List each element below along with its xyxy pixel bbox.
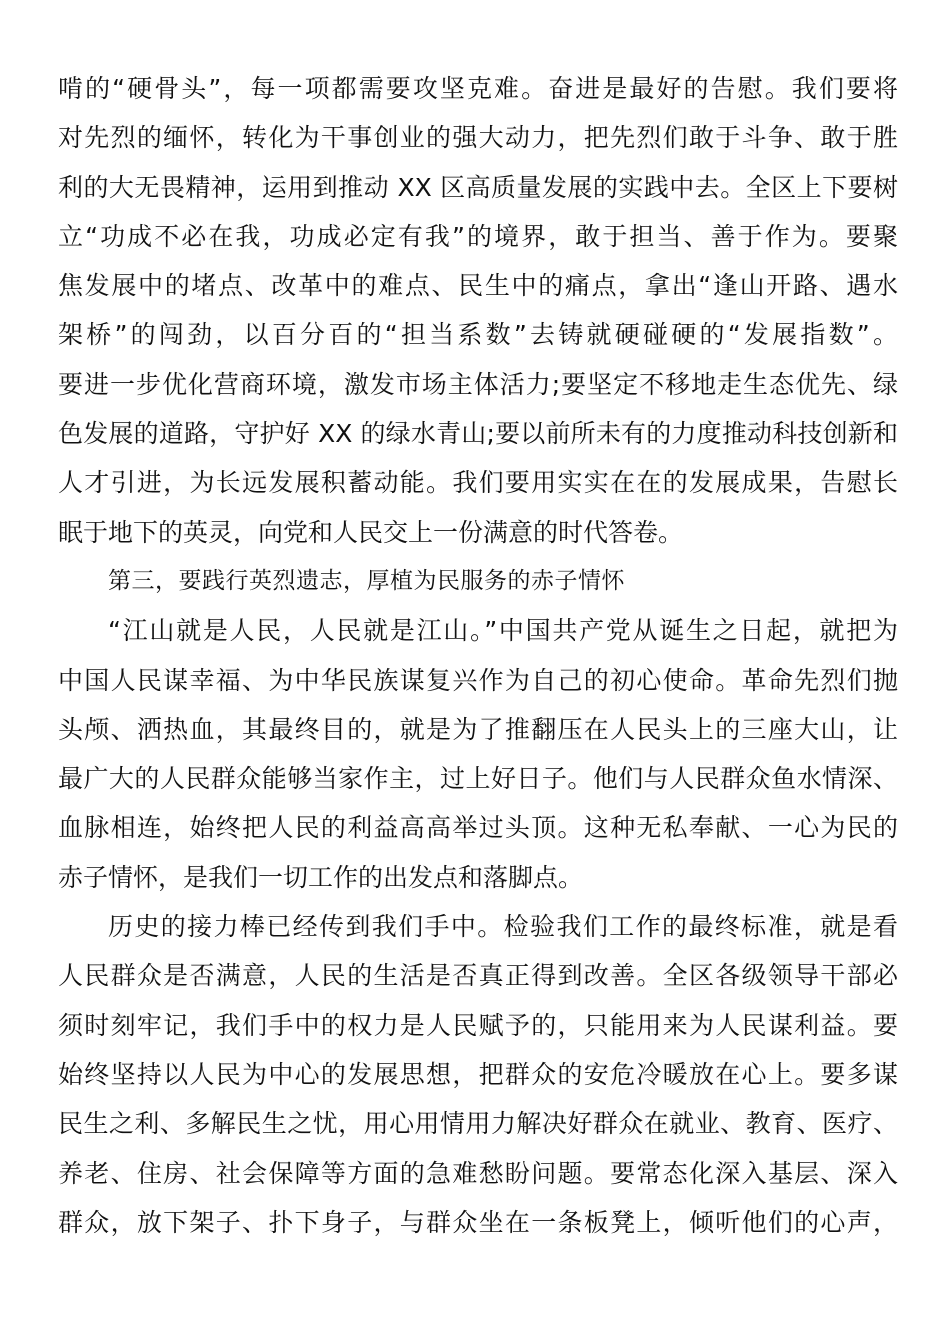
- text-line: 历史的接力棒已经传到我们手中。检验我们工作的最终标准，就是看: [108, 912, 898, 942]
- paragraph-relay-baton: [58, 902, 898, 1247]
- paragraph-continuation: [58, 64, 898, 557]
- text-line: 眠于地下的英灵，向党和人民交上一份满意的时代答卷。: [58, 517, 684, 547]
- text-line: 中国人民谋幸福、为中华民族谋复兴作为自己的初心使命。革命先烈们抛: [58, 665, 898, 695]
- text-line: 人才引进，为长远发展积蓄动能。我们要用实实在在的发展成果，告慰长: [58, 468, 898, 498]
- paragraph-people-are-country: [58, 606, 898, 902]
- text-line: 养老、住房、社会保障等方面的急难愁盼问题。要常态化深入基层、深入: [58, 1158, 898, 1188]
- section-heading: [58, 557, 898, 606]
- text-line: “江山就是人民，人民就是江山。”中国共产党从诞生之日起，就把为: [108, 616, 898, 646]
- text-line: 要进一步优化营商环境，激发市场主体活力;要坚定不移地走生态优先、绿: [58, 369, 898, 399]
- text-line: 对先烈的缅怀，转化为干事创业的强大动力，把先烈们敢于斗争、敢于胜: [58, 123, 898, 153]
- text-line: 群众，放下架子、扑下身子，与群众坐在一条板凳上，倾听他们的心声，: [58, 1207, 898, 1237]
- heading-text: 第三，要践行英烈遗志，厚植为民服务的赤子情怀: [108, 567, 625, 594]
- text-line: 民生之利、多解民生之忧，用心用情用力解决好群众在就业、教育、医疗、: [58, 1109, 898, 1139]
- text-line: 始终坚持以人民为中心的发展思想，把群众的安危冷暖放在心上。要多谋: [58, 1059, 898, 1089]
- text-line: 架桥”的闯劲，以百分百的“担当系数”去铸就硬碰硬的“发展指数”。: [58, 320, 898, 350]
- text-line: 头颅、洒热血，其最终目的，就是为了推翻压在人民头上的三座大山，让: [58, 714, 898, 744]
- document-body: [58, 64, 898, 1247]
- text-line: 最广大的人民群众能够当家作主，过上好日子。他们与人民群众鱼水情深、: [58, 764, 898, 794]
- text-line: 人民群众是否满意，人民的生活是否真正得到改善。全区各级领导干部必: [58, 961, 898, 991]
- text-line: 须时刻牢记，我们手中的权力是人民赋予的，只能用来为人民谋利益。要: [58, 1010, 898, 1040]
- text-line: 血脉相连，始终把人民的利益高高举过头顶。这种无私奉献、一心为民的: [58, 813, 898, 843]
- text-line: 啃的“硬骨头”，每一项都需要攻坚克难。奋进是最好的告慰。我们要将: [58, 74, 898, 103]
- text-line: 焦发展中的堵点、改革中的难点、民生中的痛点，拿出“逢山开路、遇水: [58, 271, 898, 301]
- text-line: 利的大无畏精神，运用到推动 XX 区高质量发展的实践中去。全区上下要树: [58, 172, 898, 202]
- text-line: 色发展的道路，守护好 XX 的绿水青山;要以前所未有的力度推动科技创新和: [58, 419, 898, 449]
- text-line: 立“功成不必在我，功成必定有我”的境界，敢于担当、善于作为。要聚: [58, 221, 898, 251]
- text-line: 赤子情怀，是我们一切工作的出发点和落脚点。: [58, 862, 584, 892]
